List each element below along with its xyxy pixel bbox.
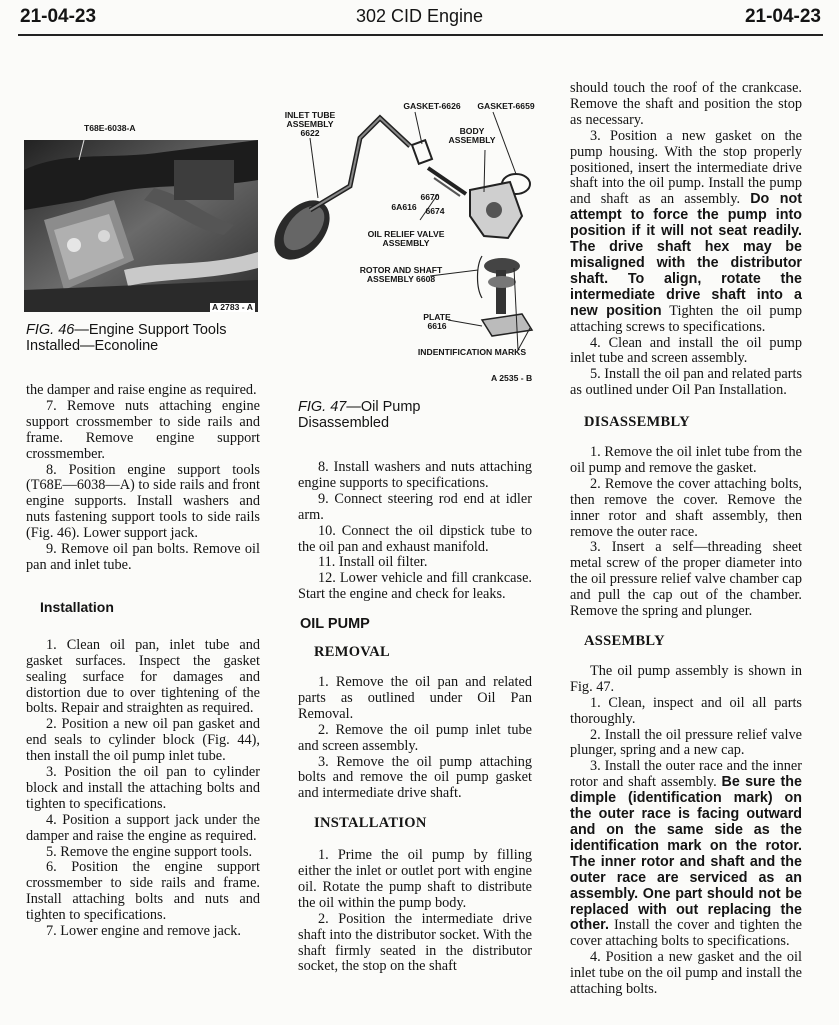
- step: [570, 129, 802, 336]
- step: 6. Position the engine support crossmember to side rails and frame. Install attaching bolts and nuts and tighten to specifications.: [26, 859, 260, 924]
- fig47-label-marks: INDENTIFICATION MARKS: [417, 347, 527, 357]
- fig46-code: A 2783 - A: [212, 302, 253, 312]
- step-text: 3. Install the outer race and the inner rotor and shaft assembly.: [570, 758, 802, 791]
- paragraph: should touch the roof of the crankcase. Remove the shaft and position the stop as necessary.: [570, 80, 802, 128]
- step: 4. Position a new gasket and the oil inlet tube on the oil pump and install the attaching bolts.: [570, 949, 802, 998]
- step: 1. Clean, inspect and oil all parts thoroughly.: [570, 694, 802, 727]
- page-title: 302 CID Engine: [355, 6, 484, 26]
- fig47-label-relief: OIL RELIEF VALVE ASSEMBLY: [367, 229, 445, 248]
- page-number-right: 21-04-23: [744, 6, 821, 27]
- step: 3. Remove the oil pump attaching bolts and remove the oil pump gasket and intermediate drive shaft.: [298, 753, 532, 802]
- column-2: [298, 460, 532, 975]
- step: 10. Connect the oil dipstick tube to the oil pan and exhaust manifold.: [298, 522, 532, 555]
- header-rule: [18, 34, 823, 36]
- step: 9. Connect steering rod end at idler arm.: [298, 490, 532, 523]
- heading-installation-pump: INSTALLATION: [314, 815, 427, 832]
- caution-text: Be sure the dimple (identification mark) on the outer race is facing outward and on the same side as the identification mark on the rotor. The inner rotor and shaft and the outer race are serviced as an assembly. One part should not be replaced with out replacing the other.: [570, 774, 802, 934]
- step: 7. Lower engine and remove jack.: [46, 923, 241, 940]
- fig47-label-body: BODY ASSEMBLY: [448, 126, 496, 145]
- step: 1. Remove the oil pan and related parts as outlined under Oil Pan Removal.: [298, 673, 532, 722]
- step: 2. Install the oil pressure relief valve plunger, spring and a new cap.: [570, 726, 802, 759]
- fig46-caption: FIG. 46—Engine Support Tools Installed—Econoline: [26, 322, 227, 354]
- step: 2. Remove the cover attaching bolts, then remove the cover. Remove the inner rotor and shaft assembly, then remove the outer race.: [570, 475, 802, 540]
- step-text: 3. Position a new gasket on the pump housing. With the stop properly positioned, insert the intermediate drive shaft into the oil pump. Install the pump and shaft as an assembly.: [570, 127, 802, 208]
- step: 11. Install oil filter.: [318, 554, 428, 571]
- step: 3. Position the oil pan to cylinder block and install the attaching bolts and tighten to specifications.: [26, 764, 260, 812]
- fig46-caption-label: FIG. 46: [26, 322, 75, 338]
- heading-oil-pump: OIL PUMP: [300, 616, 370, 633]
- page-number-left: 21-04-23: [20, 6, 97, 27]
- step: [570, 759, 802, 950]
- fig47-label-6a616: 6A616: [391, 202, 417, 212]
- fig46-caption-text: Engine Support Tools Installed—Econoline: [26, 322, 227, 354]
- step-text: Tighten the oil pump attaching screws to specifications.: [570, 302, 802, 335]
- column-3: [570, 81, 802, 998]
- step: 2. Position a new oil pan gasket and end seals to cylinder block (Fig. 44), then install the oil pump inlet tube.: [26, 716, 260, 765]
- paragraph: 8. Position engine support tools (T68E—6038—A) to side rails and front engine supports. Install washers and nuts fastening support tools to side rails (Fig. 46). Lower support jack.: [26, 461, 260, 542]
- fig47-label-6670: 6670: [420, 192, 440, 202]
- step: 1. Prime the oil pump by filling either the inlet or outlet port with engine oil. Rotate the pump shaft to distribute the oil within the pump body.: [298, 847, 532, 911]
- heading-disassembly: DISASSEMBLY: [584, 414, 690, 431]
- fig47-label-plate: PLATE 6616: [423, 312, 451, 331]
- fig47-code: A 2535 - B: [491, 373, 533, 383]
- heading-assembly: ASSEMBLY: [584, 633, 665, 649]
- step: 1. Clean oil pan, inlet tube and gasket surfaces. Inspect the gasket sealing surface for damages and distortion due to over tightening of the bolts. Repair and straighten as required.: [26, 636, 260, 717]
- step: 5. Install the oil pan and related parts as outlined under Oil Pan Installation.: [570, 366, 803, 399]
- step: 8. Install washers and nuts attaching engine supports to specifications.: [298, 459, 532, 491]
- fig47-label-6674: 6674: [425, 206, 445, 216]
- fig47-label-rotor: ROTOR AND SHAFT ASSEMBLY 6608: [359, 265, 443, 284]
- paragraph: The oil pump assembly is shown in Fig. 47.: [570, 662, 802, 695]
- fig47-caption: FIG. 47—Oil Pump Disassembled: [298, 399, 421, 431]
- column-1: [26, 383, 260, 940]
- step: 2. Position the intermediate drive shaft into the distributor socket. With the shaft firmly seated in the distributor socket, the stop on the shaft: [298, 910, 532, 975]
- paragraph: the damper and raise engine as required.: [26, 382, 257, 398]
- heading-installation: Installation: [40, 598, 114, 615]
- step: 12. Lower vehicle and fill crankcase. Start the engine and check for leaks.: [298, 570, 532, 603]
- fig47-label-gasket-6659: GASKET-6659: [477, 101, 535, 111]
- paragraph: 9. Remove oil pan bolts. Remove oil pan and inlet tube.: [26, 541, 260, 573]
- step: 1. Remove the oil inlet tube from the oil pump and remove the gasket.: [570, 444, 802, 476]
- fig47-label-gasket-6626: GASKET-6626: [403, 101, 461, 111]
- fig46-photo: [24, 140, 258, 312]
- step: 5. Remove the engine support tools.: [46, 843, 253, 860]
- fig47-caption-text: Oil Pump Disassembled: [298, 399, 421, 431]
- step: 2. Remove the oil pump inlet tube and screen assembly.: [298, 721, 532, 754]
- fig47-label-inlet: INLET TUBE ASSEMBLY 6622: [284, 110, 336, 138]
- step-text: Install the cover and tighten the cover attaching bolts to specifications.: [570, 917, 803, 950]
- step: 4. Position a support jack under the damper and raise the engine as required.: [26, 811, 260, 844]
- heading-removal: REMOVAL: [314, 644, 390, 661]
- paragraph: 7. Remove nuts attaching engine support crossmember to side rails and frame. Remove engine support crossmember.: [26, 397, 260, 462]
- step: 3. Insert a self—threading sheet metal screw of the proper diameter into the oil pressure relief valve chamber cap and pull the cap out of the chamber. Remove the spring and plunger.: [570, 539, 802, 620]
- caution-text: Do not attempt to force the pump into position if it will not seat readily. The drive shaft hex may be misaligned with the distributor shaft. To align, rotate the intermediate drive shaft into a new position: [570, 191, 802, 319]
- step: 4. Clean and install the oil pump inlet tube and screen assembly.: [570, 334, 802, 367]
- fig46-callout: T68E-6038-A: [84, 123, 136, 133]
- fig47-caption-label: FIG. 47: [298, 399, 347, 415]
